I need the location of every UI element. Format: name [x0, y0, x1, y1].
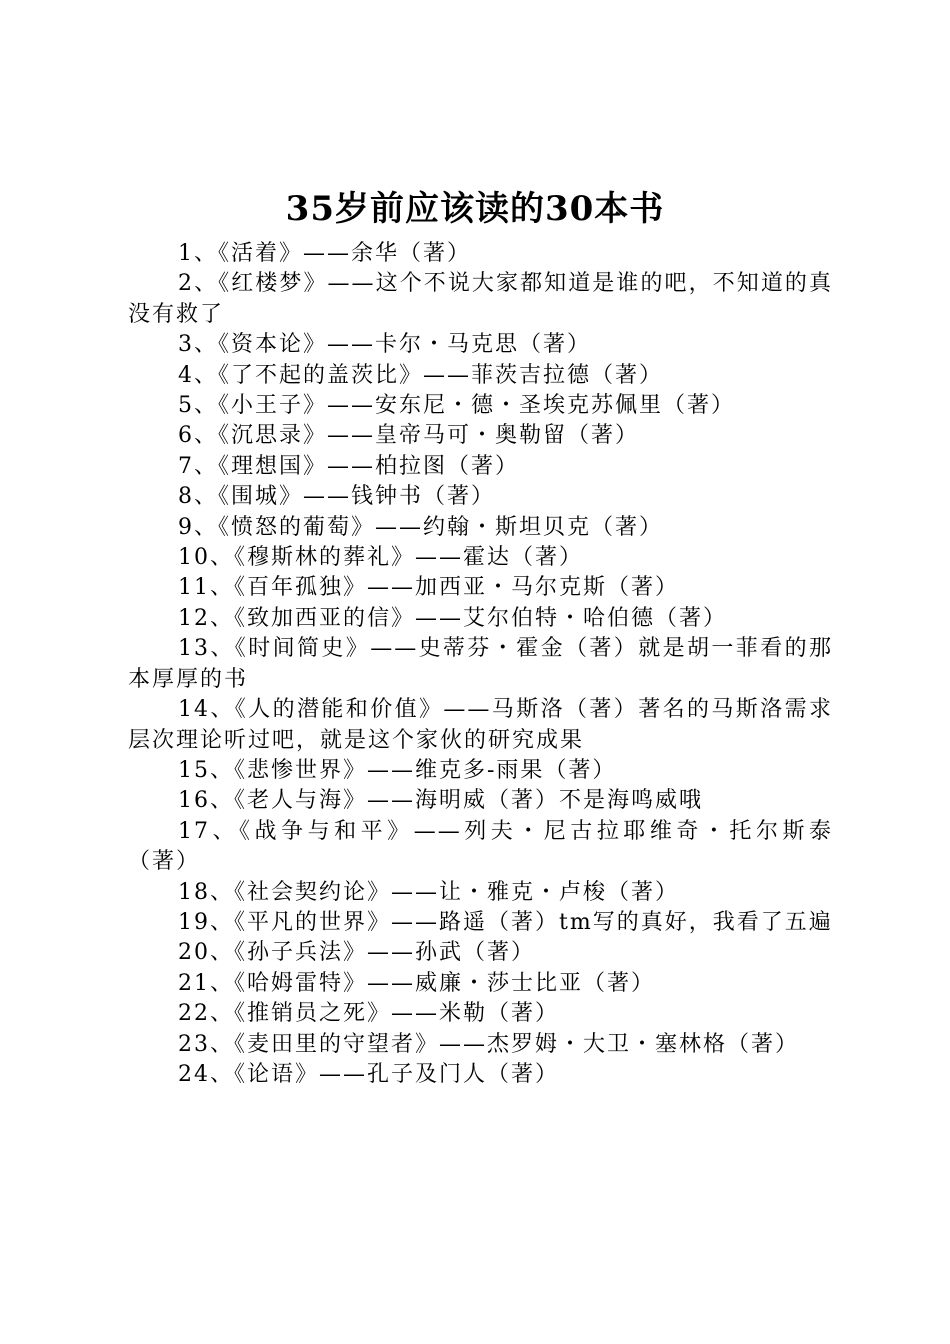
list-item: 3、《资本论》——卡尔・马克思（著）	[178, 332, 591, 358]
list-item: 6、《沉思录》——皇帝马可・奥勒留（著）	[178, 423, 639, 449]
list-item: 10、《穆斯林的葬礼》——霍达（著）	[178, 545, 583, 571]
list-item: 19、《平凡的世界》——路遥（著）tm写的真好，我看了五遍	[178, 909, 833, 935]
list-item: 15、《悲惨世界》——维克多-雨果（著）	[178, 757, 617, 783]
list-item: 4、《了不起的盖茨比》——菲茨吉拉德（著）	[178, 362, 663, 388]
list-item: 22、《推销员之死》——米勒（著）	[178, 1001, 559, 1027]
list-item: 12、《致加西亚的信》——艾尔伯特・哈伯德（著）	[178, 605, 727, 631]
list-item: 17、《战争与和平》——列夫・尼古拉耶维奇・托尔斯泰（著）	[128, 818, 833, 875]
list-item: 8、《围城》——钱钟书（著）	[178, 484, 495, 510]
document-title: 35岁前应该读的30本书	[285, 189, 665, 229]
list-item: 16、《老人与海》——海明威（著）不是海鸣威哦	[178, 788, 703, 814]
list-item: 23、《麦田里的守望者》——杰罗姆・大卫・塞林格（著）	[178, 1031, 799, 1057]
book-list	[128, 239, 833, 1090]
list-item: 9、《愤怒的葡萄》——约翰・斯坦贝克（著）	[178, 514, 663, 540]
list-item: 21、《哈姆雷特》——威廉・莎士比亚（著）	[178, 970, 655, 996]
list-item: 1、《活着》——余华（著）	[178, 241, 471, 266]
list-item: 7、《理想国》——柏拉图（著）	[178, 453, 519, 479]
list-item: 11、《百年孤独》——加西亚・马尔克斯（著）	[178, 575, 679, 601]
list-item: 18、《社会契约论》——让・雅克・卢梭（著）	[178, 879, 679, 905]
list-item: 24、《论语》——孔子及门人（著）	[178, 1061, 559, 1087]
list-item: 14、《人的潜能和价值》——马斯洛（著）著名的马斯洛需求层次理论听过吧，就是这个家伙的研究成果	[128, 697, 833, 753]
list-item: 13、《时间简史》——史蒂芬・霍金（著）就是胡一菲看的那本厚厚的书	[128, 636, 833, 692]
list-item: 2、《红楼梦》——这个不说大家都知道是谁的吧，不知道的真没有救了	[128, 271, 833, 327]
list-item: 5、《小王子》——安东尼・德・圣埃克苏佩里（著）	[178, 393, 735, 419]
list-item: 20、《孙子兵法》——孙武（著）	[178, 940, 535, 966]
